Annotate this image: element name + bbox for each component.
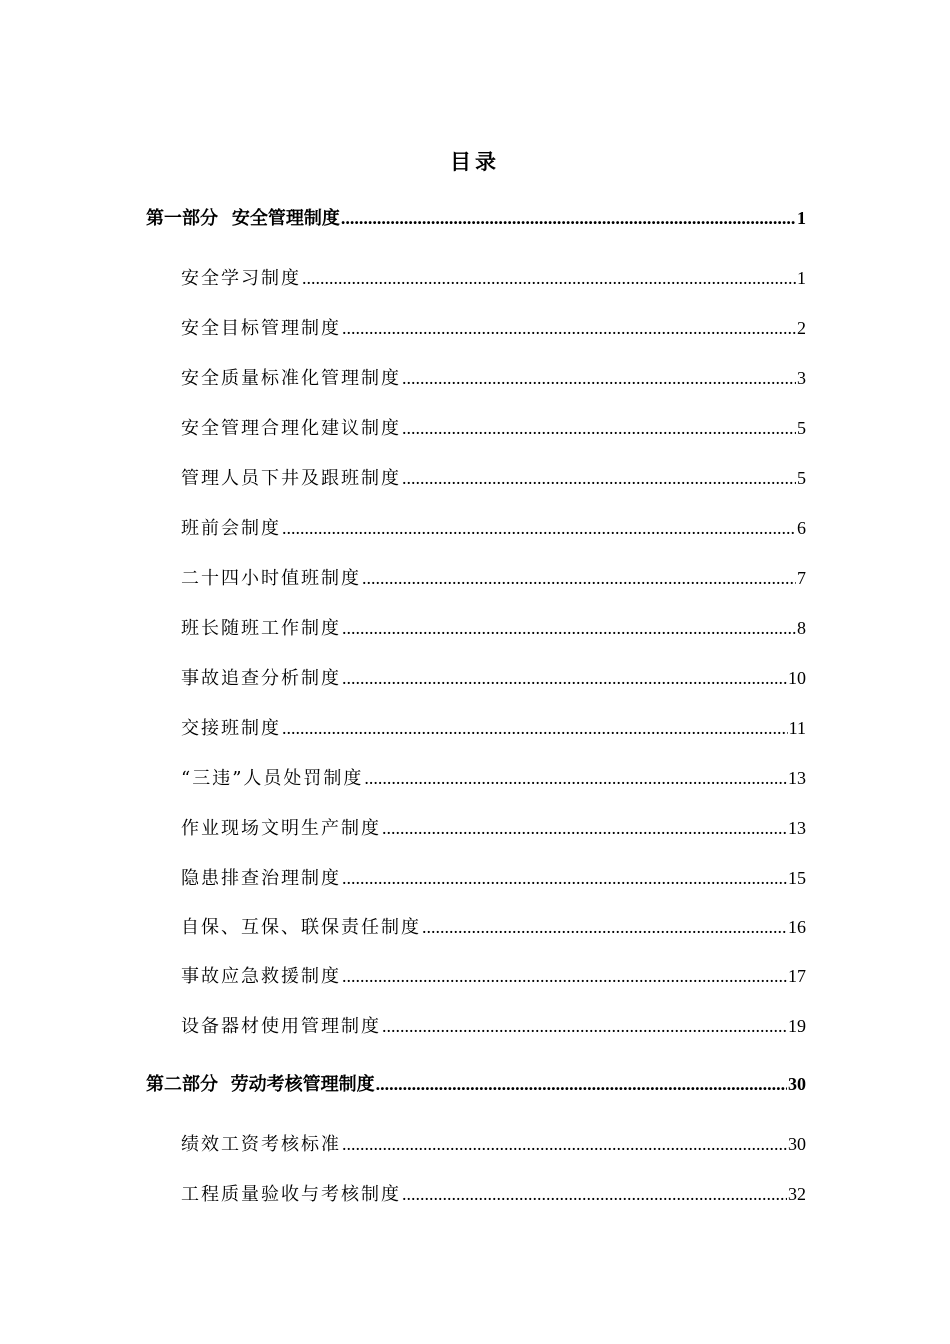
part-name: 劳动考核管理制度	[230, 1074, 375, 1095]
dot-leader	[402, 1180, 787, 1209]
page-number: 7	[797, 568, 806, 588]
dot-leader	[376, 1070, 787, 1099]
toc-item-label: 班前会制度	[181, 518, 281, 539]
toc-item[interactable]	[181, 464, 806, 493]
toc-item-label: 安全目标管理制度	[181, 318, 341, 339]
dot-leader	[302, 264, 796, 293]
dot-leader	[282, 714, 788, 743]
dot-leader	[342, 864, 787, 893]
page-number: 6	[797, 518, 806, 538]
toc-title: 目录	[450, 150, 500, 174]
toc-item[interactable]	[181, 913, 806, 942]
dot-leader	[402, 414, 796, 443]
dot-leader	[342, 664, 787, 693]
toc-item-label: 绩效工资考核标准	[181, 1134, 341, 1155]
page-number: 17	[788, 966, 806, 986]
toc-item-label: 二十四小时值班制度	[181, 568, 361, 589]
toc-item[interactable]	[181, 364, 806, 393]
toc-item-label: 自保、互保、联保责任制度	[181, 917, 421, 938]
toc-item[interactable]	[181, 1012, 806, 1041]
toc-part-1[interactable]	[146, 204, 806, 233]
dot-leader	[362, 564, 796, 593]
toc-item[interactable]	[181, 664, 806, 693]
toc-item[interactable]	[181, 414, 806, 443]
toc-item[interactable]	[181, 1130, 806, 1159]
dot-leader	[422, 913, 787, 942]
page-number: 30	[788, 1074, 806, 1094]
page-number: 5	[797, 468, 806, 488]
toc-item-label: 事故追查分析制度	[181, 668, 341, 689]
toc-part-2[interactable]	[146, 1070, 806, 1099]
page-number: 1	[797, 208, 806, 228]
dot-leader	[341, 204, 796, 233]
toc-item[interactable]	[181, 962, 806, 991]
page-number: 3	[797, 368, 806, 388]
toc-item-label: 交接班制度	[181, 718, 281, 739]
toc-item-label: 隐患排查治理制度	[181, 868, 341, 889]
dot-leader	[342, 1130, 787, 1159]
toc-item-label: 安全管理合理化建议制度	[181, 418, 401, 439]
page-number: 1	[797, 268, 806, 288]
toc-item[interactable]	[181, 514, 806, 543]
page-number: 10	[788, 668, 806, 688]
page-number: 2	[797, 318, 806, 338]
page-number: 8	[797, 618, 806, 638]
toc-item[interactable]	[181, 714, 806, 743]
toc-item-label: 作业现场文明生产制度	[181, 818, 381, 839]
toc-item[interactable]	[181, 814, 806, 843]
dot-leader	[382, 1012, 787, 1041]
page-number: 13	[788, 768, 806, 788]
page-number: 11	[788, 718, 806, 738]
toc-item[interactable]	[181, 614, 806, 643]
part-prefix: 第一部分	[146, 208, 218, 229]
toc-item-label: 设备器材使用管理制度	[181, 1016, 381, 1037]
page-number: 19	[788, 1016, 806, 1036]
toc-item-label: 安全学习制度	[181, 268, 301, 289]
page-number: 30	[788, 1134, 806, 1154]
toc-item[interactable]	[181, 264, 806, 293]
page-number: 5	[797, 418, 806, 438]
dot-leader	[382, 814, 787, 843]
toc-item-label: 事故应急救援制度	[181, 966, 341, 987]
toc-item-label: “三违”人员处罚制度	[181, 768, 364, 789]
dot-leader	[364, 764, 787, 793]
toc-item[interactable]	[181, 864, 806, 893]
part-name: 安全管理制度	[231, 208, 340, 229]
toc-item[interactable]	[181, 314, 806, 343]
dot-leader	[342, 962, 787, 991]
toc-item[interactable]	[181, 764, 806, 793]
page-number: 32	[788, 1184, 806, 1204]
toc-item-label: 工程质量验收与考核制度	[181, 1184, 401, 1205]
page-number: 15	[788, 868, 806, 888]
dot-leader	[402, 364, 796, 393]
page-number: 13	[788, 818, 806, 838]
toc-item[interactable]	[181, 564, 806, 593]
page-number: 16	[788, 917, 806, 937]
part-prefix: 第二部分	[146, 1074, 218, 1095]
toc-item[interactable]	[181, 1180, 806, 1209]
dot-leader	[282, 514, 796, 543]
dot-leader	[402, 464, 796, 493]
toc-item-label: 管理人员下井及跟班制度	[181, 468, 401, 489]
dot-leader	[342, 614, 796, 643]
toc-item-label: 安全质量标准化管理制度	[181, 368, 401, 389]
dot-leader	[342, 314, 796, 343]
toc-item-label: 班长随班工作制度	[181, 618, 341, 639]
